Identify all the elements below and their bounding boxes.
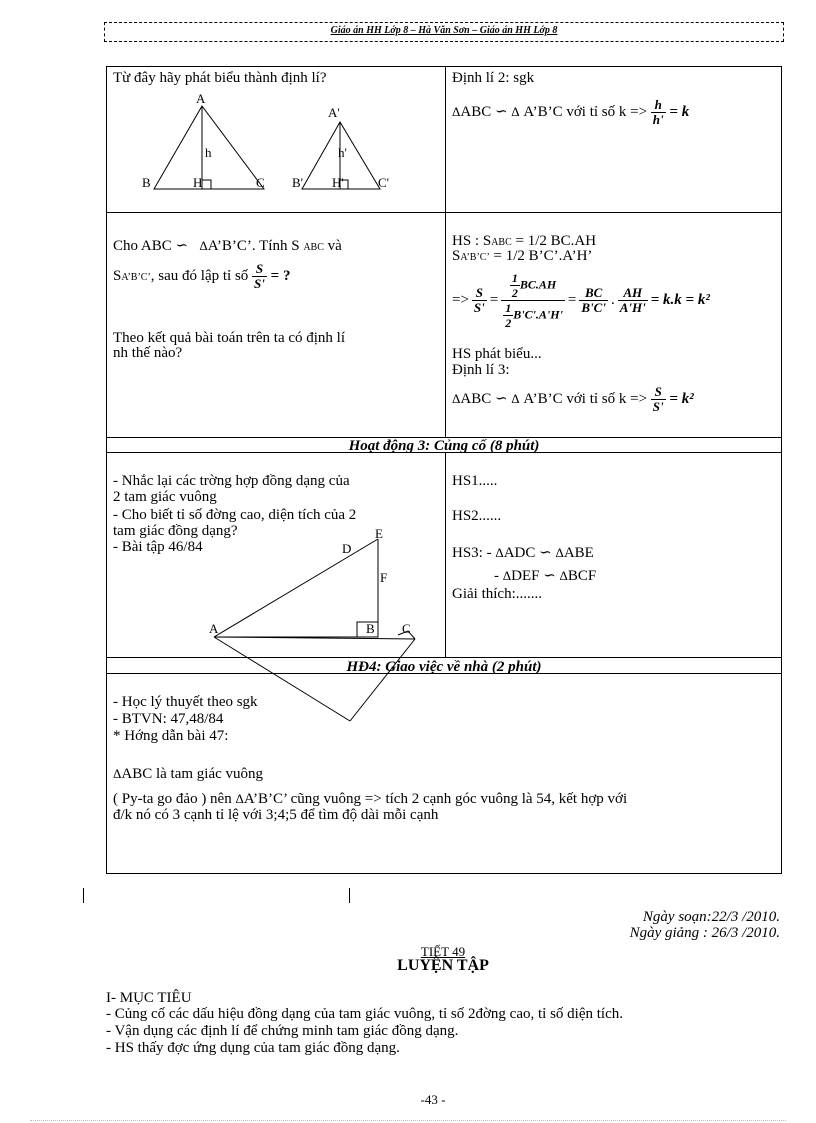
fig1-label-H: H [193,175,203,190]
date-prepared: Ngày soạn:22/3 /2010. [642,909,780,925]
fig1-label-B: B [142,175,151,190]
row3-hs1: HS1..... [452,473,498,489]
row4-line-3: * Hớng dẫn bài 47: [113,728,229,744]
row1-prompt: Từ đây hãy phát biểu thành định lí? [113,70,327,86]
fig1-label-C2: C' [378,175,390,190]
fig2-label-B: B [366,621,375,636]
row3-line-1: - Nhắc lại các trờng hợp đồng dạng của [113,473,350,489]
row3-line-2: 2 tam giác vuông [113,489,217,505]
fig2-label-D: D [342,541,352,556]
row2-equation: => $\frac{S}{S'}$ = $\frac{1}{2}$ BC.AH $\frac{1}{2}$ B'C'.A'H' = $\frac{BC}{B'C'}$ . $\frac{AH}{A'H'}$ = k.k = k² [452,270,710,330]
fig1-label-h2: h' [338,145,347,160]
date-taught: Ngày giảng : 26/3 /2010. [629,925,780,941]
row4-line-4: ΔABC là tam giác vuông [113,766,264,782]
page-number: -43 - [420,1092,446,1107]
objectives-heading: I- MỤC TIÊU [106,990,192,1006]
fig2-label-A: A [209,621,219,636]
row2-question-4: nh thế nào? [113,345,183,361]
row4-line-6: đ/k nó có 3 cạnh tỉ lệ với 3;4;5 để tìm độ dài mỗi cạnh [113,807,439,823]
objective-1: - Củng cố các dấu hiệu đồng dạng của tam giác vuông, tỉ số 2đờng cao, tỉ số diện tích. [106,1006,623,1022]
fig2-label-E: E [375,526,383,541]
lesson-number: TIẾT 49 [420,944,466,959]
fig2-label-F: F [380,570,388,585]
activity-3-title: Hoạt động 3: Củng cố (8 phút) [348,438,540,454]
row3-hs2: HS2...... [452,508,502,524]
row3-hs3: HS3: - ΔADC ∽ ΔABE [452,545,594,561]
fig1-label-A: A [196,91,206,106]
fig1-label-h: h [205,145,212,160]
fig1-label-A2: A' [328,105,340,120]
lesson-title: LUYỆN TẬP [397,957,489,974]
theorem-3: Định lí 3: [452,362,510,378]
theorem-3-statement: ΔABC ∽ Δ A’B’C với tỉ số k => $\frac{S}{S'}$ = k² [452,384,694,414]
objective-2: - Vận dụng các định lí để chứng minh tam giác đồng dạng. [106,1023,459,1039]
theorem-2: Định lí 2: sgk [452,70,535,86]
row2-hs-2: SA’B’C’ = 1/2 B’C’.A’H’ [452,248,593,264]
row3-explain: Giải thích:....... [452,586,542,602]
row4-line-2: - BTVN: 47,48/84 [113,711,224,727]
row3-line-3: - Cho biết tỉ số đờng cao, diện tích của 2 [113,507,357,523]
row3-hs3b: - ΔDEF ∽ ΔBCF [494,568,597,584]
row3-line-4: tam giác đồng dạng? [113,523,238,539]
row2-hs-1: HS : SABC = 1/2 BC.AH [452,233,597,249]
bottom-divider [30,1120,786,1121]
fig1-label-C: C [256,175,265,190]
activity-4-title: HĐ4: Giao việc về nhà (2 phút) [346,659,542,675]
fig2-label-C: C [402,621,411,636]
row3-line-5: - Bài tập 46/84 [113,539,203,555]
objective-3: - HS thấy đợc ứng dụng của tam giác đồng dạng. [106,1040,400,1056]
header-text: Giáo án HH Lớp 8 – Hà Văn Sơn – Giáo án HH Lớp 8 [330,25,558,36]
row2-question-2: SA’B’C’, sau đó lập tỉ số $\frac{S}{S'}$ = ? [113,261,291,291]
triangle-figure-1 [140,90,410,200]
row4-line-1: - Học lý thuyết theo sgk [113,694,258,710]
fig1-label-B2: B' [292,175,304,190]
row4-line-5: ( Py-ta go đảo ) nên ΔA’B’C’ cũng vuông => tích 2 cạnh góc vuông là 54, kết hợp với [113,791,628,807]
row2-question-3: Theo kết quả bài toán trên ta có định lí [113,330,346,346]
row2-hs-say: HS phát biểu... [452,346,542,362]
fig1-label-H2: H' [332,175,344,190]
theorem-2-statement: ΔABC ∽ Δ A’B’C với tỉ số k => $\frac{h}{h'}$ = k [452,97,690,127]
exercise-46-figure [200,525,440,725]
row2-question-1: Cho ABC ∽ ΔA’B’C’. Tính S ABC và [113,238,342,254]
